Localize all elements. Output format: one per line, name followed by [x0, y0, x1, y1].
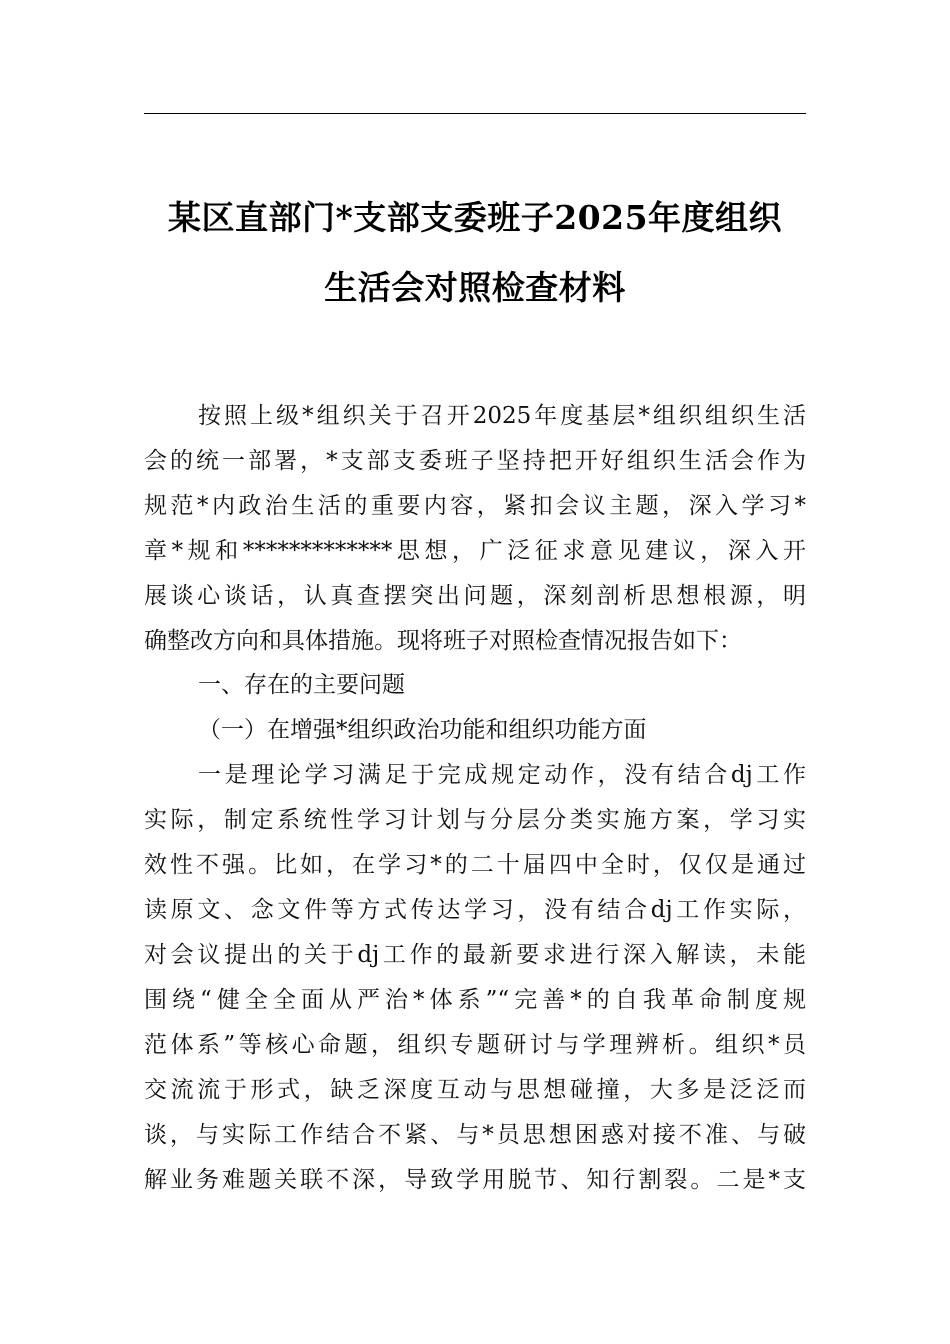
paragraph-line: 围绕“健全全面从严治*体系”“完善*的自我革命制度规 [144, 987, 806, 1013]
paragraph-line: 解业务难题关联不深，导致学用脱节、知行割裂。二是*支 [144, 1167, 806, 1193]
intro-line-6: 确整改方向和具体措施。现将班子对照检查情况报告如下： [144, 628, 742, 654]
paragraph-line: 范体系”等核心命题，组织专题研讨与学理辨析。组织*员 [144, 1032, 806, 1058]
paragraph-line: 读原文、念文件等方式传达学习，没有结合dj工作实际， [144, 897, 806, 923]
header-rule [144, 113, 806, 114]
intro-line-2: 会的统一部署，*支部支委班子坚持把开好组织生活会作为 [144, 448, 806, 474]
intro-line-5: 展谈心谈话，认真查摆突出问题，深刻剖析思想根源，明 [144, 583, 806, 609]
paragraph-line: 效性不强。比如，在学习*的二十届四中全时，仅仅是通过 [144, 852, 806, 878]
paragraph-line: 谈，与实际工作结合不紧、与*员思想困惑对接不准、与破 [144, 1122, 806, 1148]
section-heading: 一、存在的主要问题 [198, 672, 405, 698]
intro-line-1: 按照上级*组织关于召开2025年度基层*组织组织生活 [198, 403, 806, 429]
intro-line-4: 章*规和*************思想，广泛征求意见建议，深入开 [144, 538, 806, 564]
intro-line-3: 规范*内政治生活的重要内容，紧扣会议主题，深入学习* [144, 493, 806, 519]
paragraph-line: 对会议提出的关于dj工作的最新要求进行深入解读，未能 [144, 942, 806, 968]
paragraph-line: 交流流于形式，缺乏深度互动与思想碰撞，大多是泛泛而 [144, 1077, 806, 1103]
paragraph-line: 一是理论学习满足于完成规定动作，没有结合dj工作 [198, 762, 806, 788]
document-title-line-1: 某区直部门*支部支委班子2025年度组织 [167, 198, 783, 237]
paragraph-line: 实际，制定系统性学习计划与分层分类实施方案，学习实 [144, 807, 806, 833]
document-title-line-2: 生活会对照检查材料 [324, 268, 626, 307]
subsection-heading: （一）在增强*组织政治功能和组织功能方面 [198, 717, 647, 743]
